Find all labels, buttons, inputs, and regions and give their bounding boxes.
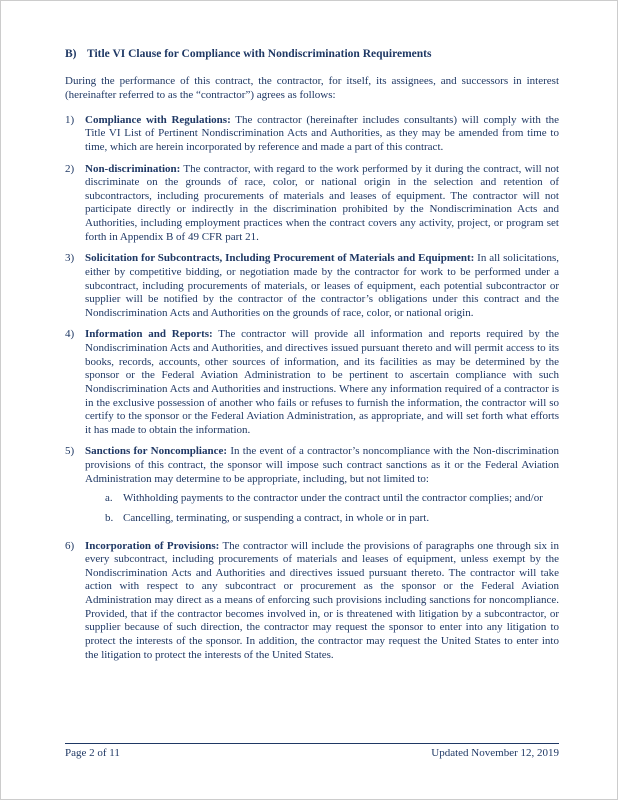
list-item-number: 5)	[65, 445, 75, 458]
page-footer	[65, 743, 559, 759]
list-item-body: The contractor will include the provisions of paragraphs one through six in every subcontract, including procurements of materials and leases of equipment, unless exempt by the Nondiscrimination Acts and Authorities and directives issued pursuant thereto. The contractor will take action with respect to any subcontract or procurement as the sponsor or the Federal Aviation Administration may direct as a means of enforcing such provisions including sanctions for noncompliance. Provided, that if the contractor becomes involved in, or is threatened with litigation by a subcontractor, or supplier because of such direction, the contractor may request the sponsor to enter into any litigation to protect the interests of the sponsor. In addition, the contractor may request the United States to enter into the litigation to protect the interests of the United States.	[85, 539, 559, 661]
list-item-number: 4)	[65, 328, 75, 341]
list-item-body: In the event of a contractor’s noncompliance with the Non-discrimination provisions of this contract, the sponsor will impose such contract sanctions as it or the Federal Aviation Administration may determine to be appropriate, including, but not limited to:	[85, 445, 559, 485]
list-item-text	[85, 445, 559, 531]
list-item-number: 2)	[65, 162, 75, 175]
list-item-title: Compliance with Regulations:	[85, 113, 231, 126]
list-item-body: The contractor, with regard to the work performed by it during the contract, will not discriminate on the grounds of race, color, or national origin in the selection and retention of subcontractors, including procurements of materials and leases of equipment. The contractor will not participate directly or indirectly in the discrimination prohibited by the Nondiscrimination Acts and Authorities, including employment practices when the contract covers any activity, project, or program set forth in Appendix B of 49 CFR part 21.	[85, 162, 559, 243]
sub-item-a	[105, 492, 559, 506]
list-item-text	[85, 114, 559, 155]
updated-date: Updated November 12, 2019	[431, 747, 559, 759]
list-item-title: Solicitation for Subcontracts, Including Procurement of Materials and Equipment:	[85, 252, 475, 265]
list-item-number: 1)	[65, 113, 75, 126]
sub-item-text: Withholding payments to the contractor under the contract until the contractor complies; and/or	[123, 492, 543, 505]
list-item-body: The contractor (hereinafter includes consultants) will comply with the Title VI List of Pertinent Nondiscrimination Acts and Authorities, as they may be amended from time to time, which are herein incorporated by reference and made a part of this contract.	[85, 113, 560, 153]
section-heading	[65, 47, 559, 61]
list-item-title: Information and Reports:	[85, 328, 213, 341]
list-item-5	[65, 445, 559, 531]
list-item-title: Sanctions for Noncompliance:	[85, 445, 228, 458]
intro-paragraph: During the performance of this contract, the contractor, for itself, its assignees, and successors in interest (hereinafter referred to as the “contractor”) agrees as follows:	[65, 75, 559, 101]
list-item-number: 3)	[65, 252, 75, 265]
sub-item-label: a.	[105, 492, 113, 505]
list-item-2	[65, 163, 559, 245]
sub-list	[105, 492, 559, 525]
list-item-text	[85, 252, 559, 320]
list-item-text	[85, 163, 559, 245]
section-heading-label: B)	[65, 48, 77, 60]
list-item-title: Non-discrimination:	[85, 162, 181, 175]
sub-item-label: b.	[105, 511, 114, 524]
list-item-number: 6)	[65, 539, 75, 552]
list-item-body: The contractor will provide all information and reports required by the Nondiscrimination Acts and Authorities, and directives issued pursuant thereto and will permit access to its books, records, accounts, other sources of information, and its facilities as may be determined by the sponsor or the Federal Aviation Administration to be pertinent to ascertain compliance with such Nondiscrimination Acts and Authorities and instructions. Where any information required of a contractor is in the exclusive possession of another who fails or refuses to furnish the information, the contractor will so certify to the sponsor or the Federal Aviation Administration, as appropriate, and will set forth what efforts it has made to obtain the information.	[85, 328, 559, 436]
page-number: Page 2 of 11	[65, 747, 120, 759]
list-item-text	[85, 328, 559, 437]
list-item-1	[65, 114, 559, 155]
document-content	[65, 47, 559, 670]
list-item-6	[65, 540, 559, 663]
list-item-body: In all solicitations, either by competitive bidding, or negotiation made by the contractor for work to be performed under a subcontract, including procurements of materials, or leases of equipment, each potential subcontractor or supplier will be notified by the contractor of the contractor’s obligations under this contract and the Nondiscrimination Acts and Authorities on the grounds of race, color, or national origin.	[85, 252, 559, 319]
section-heading-text: Title VI Clause for Compliance with Nondiscrimination Requirements	[87, 48, 432, 60]
list-item-title: Incorporation of Provisions:	[85, 539, 220, 552]
list-item-3	[65, 252, 559, 320]
sub-item-b	[105, 512, 559, 526]
list-item-4	[65, 328, 559, 437]
sub-item-text: Cancelling, terminating, or suspending a contract, in whole or in part.	[123, 511, 430, 524]
list-item-text	[85, 540, 559, 663]
